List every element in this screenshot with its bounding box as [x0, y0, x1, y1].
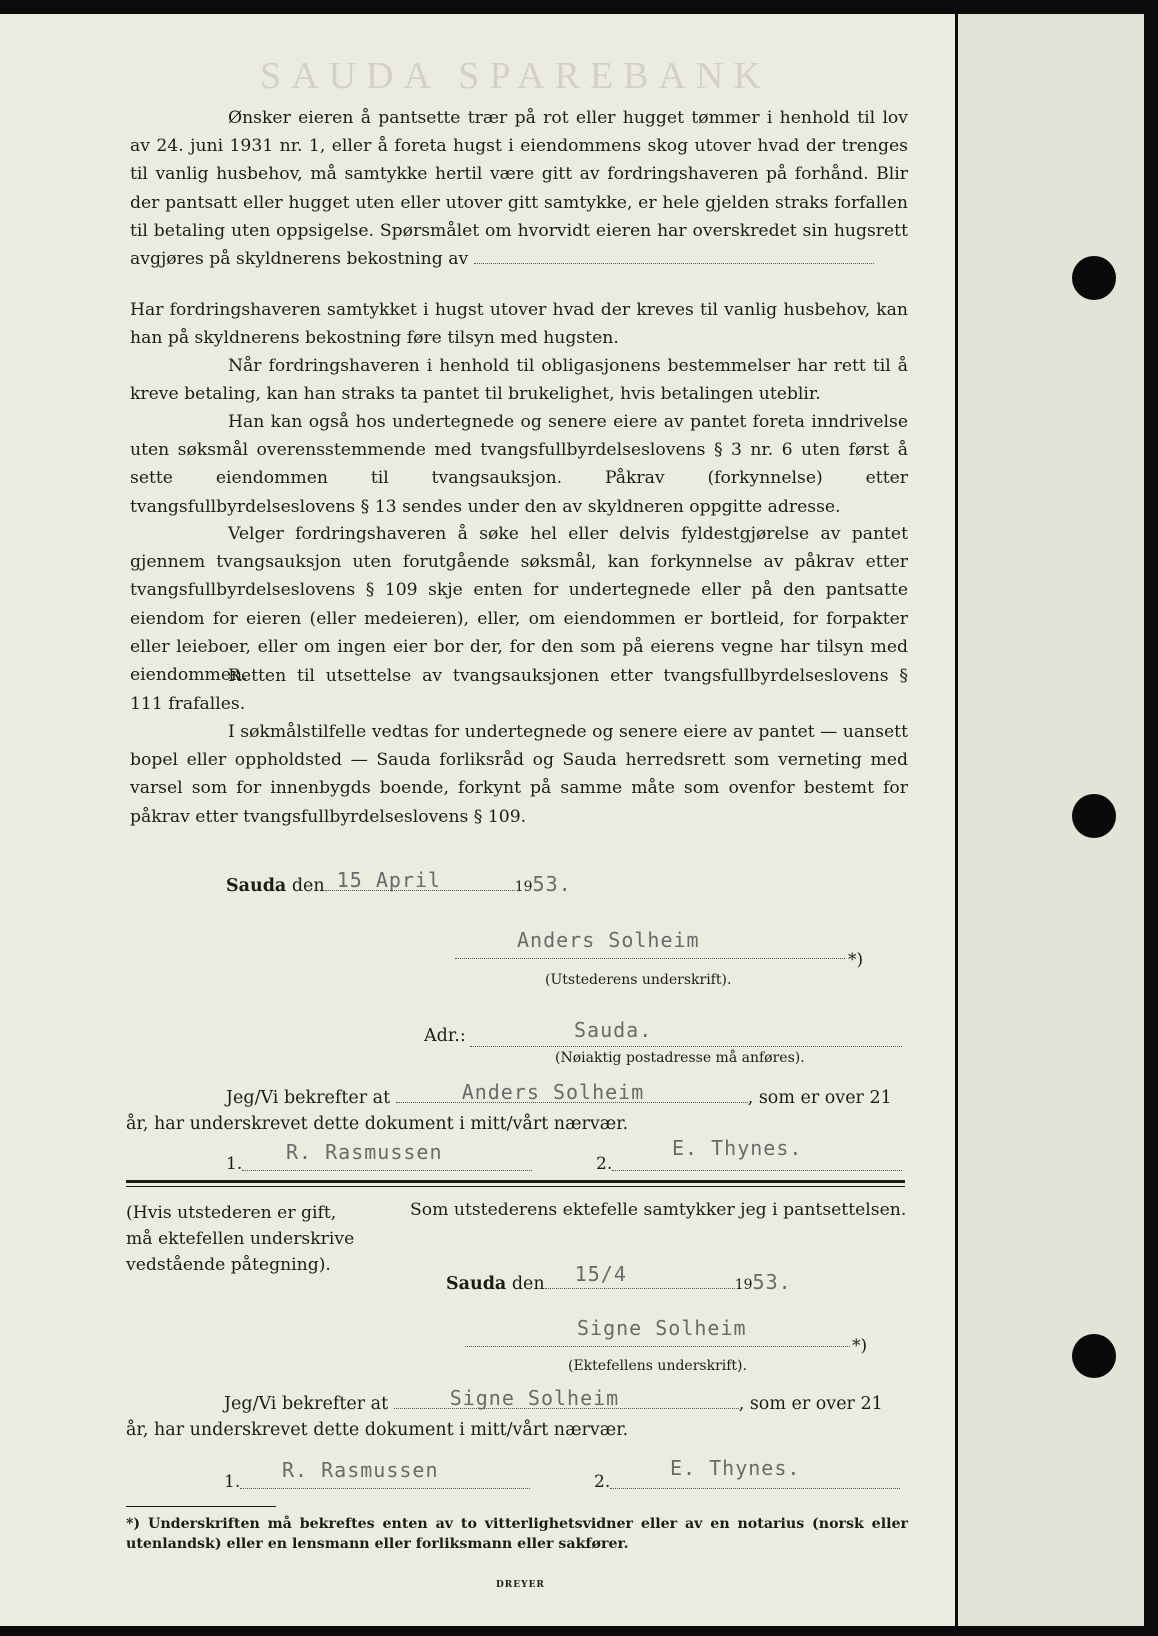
issuer-year-handwriting: 53. [532, 872, 572, 896]
witness-1-label: 1. [226, 1154, 243, 1174]
century-label: 19 [514, 879, 533, 895]
issuer-signature-line [455, 928, 845, 959]
spouse-signature-line [465, 1316, 850, 1347]
spouse-witness-2-line [610, 1456, 900, 1489]
punch-hole-middle [1072, 794, 1116, 838]
spouse-consent: Som utstederens ektefelle samtykker jeg i pantsettelsen. [410, 1200, 907, 1220]
address-label: Adr.: [424, 1026, 466, 1046]
witness-1-line [242, 1140, 532, 1171]
spouse-witness-1-signature: R. Rasmussen [282, 1458, 439, 1482]
paragraph-supervision: Har fordringshaveren samtykket i hugst utover hvad der kreves til vanlig husbehov, kan han på skyldnerens bekostning føre tilsyn med hugsten. [130, 300, 908, 349]
issuer-place: Sauda [226, 876, 287, 896]
address-caption: (Nøiaktig postadresse må anføres). [555, 1050, 805, 1066]
punch-hole-top [1072, 256, 1116, 300]
paragraph-auction: Velger fordringshaveren å søke hel eller delvis fyldestgjørelse av pantet gjennem tvangsauksjon uten forutgående søksmål, kan forkynnelse av påkrav etter tvangsfullbyrdelseslovens § 109 skje enten for undertegnede eller på den pantsatte eiendom for eieren (eller medeieren), eller, om eiendommen er bortleid, for forpakter eller leieboer, eller om ingen eier bor der, for den som på eierens vegne har tilsyn med eiendommen. [130, 524, 908, 686]
issuer-signature-caption: (Utstederens underskrift). [545, 972, 732, 988]
footnote-rule [126, 1506, 276, 1507]
spouse-confirm-prefix: Jeg/Vi bekrefter at [224, 1394, 389, 1414]
spouse-confirmation-line2: år, har underskrevet dette dokument i mitt/vårt nærvær. [126, 1420, 629, 1440]
issuer-confirmation [226, 1080, 906, 1108]
binding-margin [958, 14, 1144, 1626]
spouse-den-label: den [511, 1274, 545, 1294]
den-label: den [291, 876, 325, 896]
spouse-place: Sauda [446, 1274, 507, 1294]
spouse-confirm-name-line [394, 1386, 739, 1410]
spouse-date-handwriting: 15/4 [574, 1262, 627, 1286]
printer-mark: DREYER [496, 1580, 545, 1590]
spouse-century-label: 19 [734, 1277, 753, 1293]
witness-2-line [612, 1136, 902, 1171]
paragraph-payment: Når fordringshaveren i henhold til obligasjonens bestemmelser har rett til å kreve betaling, kan han straks ta pantet til brukelighet, hvis betalingen uteblir. [130, 356, 908, 405]
footnote-text: *) Underskriften må bekreftes enten av to vitterlighetsvidner eller av en notarius (norsk eller utenlandsk) eller en lensmann eller forliksmann eller sakfører. [126, 1516, 908, 1552]
spouse-confirm-suffix: , som er over 21 [738, 1394, 883, 1414]
spouse-year-handwriting: 53. [752, 1270, 792, 1294]
spouse-footnote-marker: *) [852, 1336, 868, 1356]
issuer-date-handwriting: 15 April [336, 868, 442, 892]
issuer-confirmation-line2: år, har underskrevet dette dokument i mitt/vårt nærvær. [126, 1114, 629, 1134]
section-divider-thick [126, 1180, 905, 1183]
confirm-suffix: , som er over 21 [747, 1088, 892, 1108]
paragraph-logging [130, 104, 908, 273]
paragraph-postponement: Retten til utsettelse av tvangsauksjonen etter tvangsfullbyrdelseslovens § 111 frafalles. [130, 666, 908, 715]
confirm-prefix: Jeg/Vi bekrefter at [226, 1088, 391, 1108]
footnote-marker: *) [848, 950, 864, 970]
spouse-witness-2-label: 2. [594, 1472, 611, 1492]
date-blank [325, 868, 515, 892]
paragraph-logging-text: Ønsker eieren å pantsette trær på rot eller hugget tømmer i henhold til lov av 24. juni 1931 nr. 1, eller å foreta hugst i eiendommens skog utover hvad der trenges til vanlig husbehov, må samtykke hertil være gitt av fordringshaveren på forhånd. Blir der pantsatt eller hugget uten eller utover gitt samtykke, er hele gjelden straks forfallen til betaling uten oppsigelse. Spørsmålet om hvorvidt eieren har overskredet sin hugsrett avgjøres på skyldnerens bekostning av [130, 108, 908, 270]
spouse-witness-1-line [240, 1458, 530, 1489]
blank-line [474, 263, 874, 264]
confirm-name-line [396, 1080, 748, 1104]
spouse-note: (Hvis utstederen er gift, må ektefellen underskrive vedstående påtegning). [126, 1203, 355, 1275]
punch-hole-bottom [1072, 1334, 1116, 1378]
spouse-date-blank [545, 1262, 735, 1289]
spouse-signature-caption: (Ektefellens underskrift). [568, 1358, 747, 1374]
witness-2-label: 2. [596, 1154, 613, 1174]
issuer-date-line [226, 868, 572, 896]
document-page [0, 14, 955, 1626]
watermark-text: SAUDA SPAREBANK [260, 55, 771, 97]
spouse-date-line [446, 1262, 792, 1294]
witness-1-signature: R. Rasmussen [286, 1140, 443, 1164]
spouse-signature: Signe Solheim [577, 1316, 747, 1340]
spouse-witness-1-label: 1. [224, 1472, 241, 1492]
spouse-confirm-name-handwriting: Signe Solheim [449, 1386, 620, 1410]
section-divider-thin [126, 1186, 905, 1187]
address-line [470, 1018, 902, 1047]
spouse-witness-2-signature: E. Thynes. [670, 1456, 801, 1480]
address-handwriting: Sauda. [574, 1018, 653, 1042]
paragraph-collection: Han kan også hos undertegnede og senere eiere av pantet foreta inndrivelse uten søksmål overensstemmende med tvangsfullbyrdelseslovens § 3 nr. 6 uten først å sette eiendommen til tvangsauksjon. Påkrav (forkynnelse) etter tvangsfullbyrdelseslovens § 13 sendes under den av skyldneren oppgitte adresse. [130, 412, 908, 517]
witness-2-signature: E. Thynes. [672, 1136, 803, 1160]
spouse-confirmation [224, 1386, 908, 1414]
paragraph-venue: I søkmålstilfelle vedtas for undertegnede og senere eiere av pantet — uansett bopel eller oppholdsted — Sauda forliksråd og Sauda herredsrett som verneting med varsel som for innenbygds boende, forkynt på samme måte som ovenfor bestemt for påkrav etter tvangsfullbyrdelseslovens § 109. [130, 722, 908, 827]
confirm-name-handwriting: Anders Solheim [461, 1080, 645, 1104]
issuer-signature: Anders Solheim [517, 928, 700, 952]
